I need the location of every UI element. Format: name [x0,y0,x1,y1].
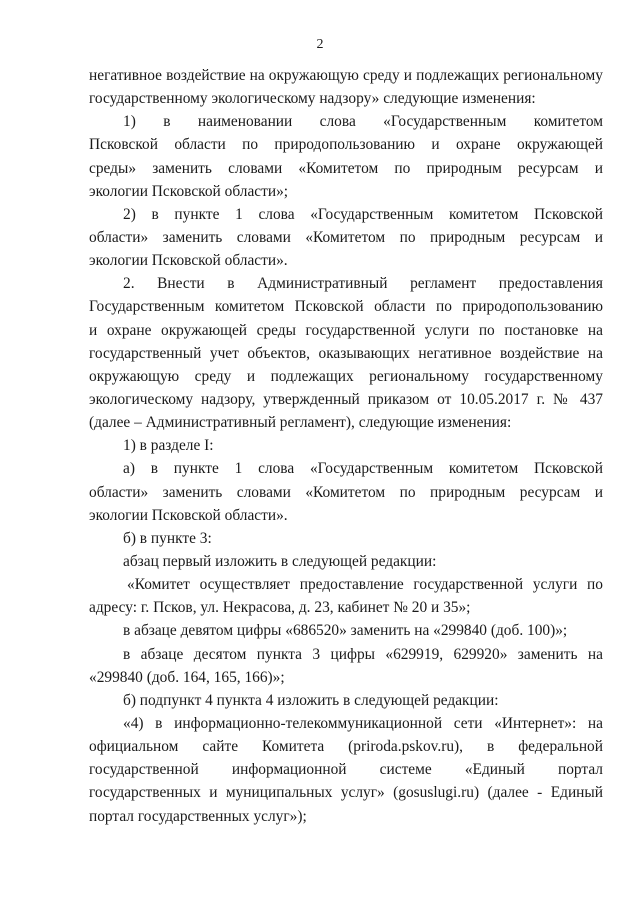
text-line: абзац первый изложить в следующей редакции: [123,552,437,570]
text-line: а) в пункте 1 слова «Государственным комитетом Псковской [123,460,603,478]
paragraph-section-2 [89,272,603,434]
text-line: (далее – Административный регламент), следующие изменения: [89,414,512,432]
document-body [89,64,603,828]
text-line: Государственным комитетом Псковской области по природопользованию [89,298,603,316]
text-line: области» заменить словами «Комитетом по природным ресурсам и [89,228,603,246]
text-line: экологии Псковской области». [89,252,288,270]
text-line: «Комитет осуществляет предоставление государственной услуги по [127,576,603,594]
paragraph-section-i [89,434,603,457]
text-line: и охране окружающей среды государственной услуги по постановке на [89,321,603,339]
paragraph-intro-continuation [89,64,603,110]
text-line: б) подпункт 4 пункта 4 изложить в следующей редакции: [123,691,499,709]
text-line: государственному экологическому надзору» следующие изменения: [89,90,536,108]
text-line: 2. Внести в Административный регламент предоставления [123,275,603,293]
paragraph-ninth-abzac [89,619,603,642]
text-line: негативное воздействие на окружающую среду и подлежащих региональному [89,67,603,84]
text-line: государственной информационной системе «Единый портал [89,761,603,779]
text-line: среды» заменить словами «Комитетом по природным ресурсам и [89,159,603,177]
text-line: портал государственных услуг»); [89,807,307,825]
text-line: в абзаце девятом цифры «686520» заменить на «299840 (доб. 100)»; [123,622,568,640]
paragraph-subpoint-4 [89,689,603,712]
page-number: 2 [316,37,324,52]
text-line: в абзаце десятом пункта 3 цифры «629919, 629920» заменить на [123,645,603,663]
text-line: адресу: г. Псков, ул. Некрасова, д. 23, кабинет № 20 и 35»; [89,599,471,617]
text-line: 2) в пункте 1 слова «Государственным комитетом Псковской [123,205,603,223]
paragraph-quote-internet [89,712,603,828]
paragraph-subitem-a [89,457,603,526]
text-line: государственный учет объектов, оказывающих негативное воздействие на [89,344,603,362]
text-line: экологическому надзору, утвержденный приказом от 10.05.2017 г. № 437 [89,390,603,408]
text-line: 1) в разделе I: [123,437,214,455]
paragraph-item-1 [89,110,603,203]
paragraph-tenth-abzac [89,643,603,689]
text-line: экологии Псковской области»; [89,182,289,200]
text-line: государственных и муниципальных услуг» (gosuslugi.ru) (далее - Единый [89,784,603,802]
text-line: б) в пункте 3: [123,529,212,547]
paragraph-quote-komitet [89,573,603,619]
text-line: области» заменить словами «Комитетом по природным ресурсам и [89,483,603,501]
paragraph-item-2 [89,203,603,272]
text-line: экологии Псковской области». [89,506,288,524]
paragraph-first-abzac [89,550,603,573]
text-line: официальном сайте Комитета (priroda.pskov.ru), в федеральной [89,738,603,756]
text-line: «4) в информационно-телекоммуникационной сети «Интернет»: на [123,714,603,732]
text-line: окружающую среду и подлежащих региональному государственному [89,367,603,385]
text-line: Псковской области по природопользованию и охране окружающей [89,136,603,154]
text-line: «299840 (доб. 164, 165, 166)»; [89,668,285,686]
text-line: 1) в наименовании слова «Государственным комитетом [123,113,603,131]
paragraph-subitem-b [89,527,603,550]
